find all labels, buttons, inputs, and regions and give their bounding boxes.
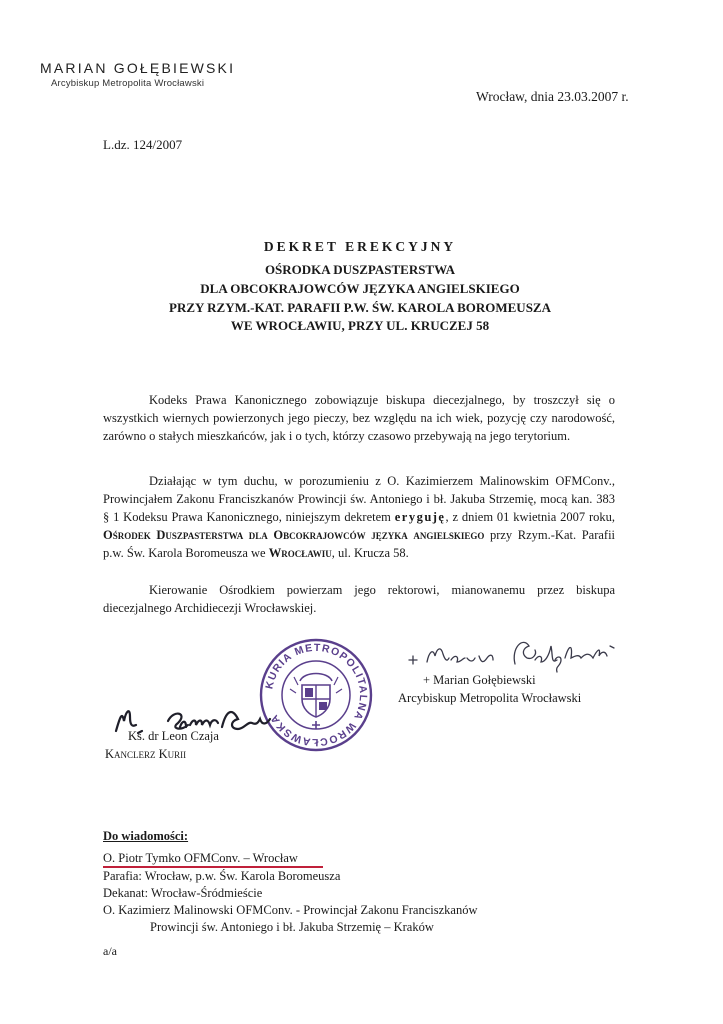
archbishop-name: + Marian Gołębiewski [423,673,536,687]
sender-name: MARIAN GOŁĘBIEWSKI [40,60,236,76]
decree-subtitle-2: DLA OBCOKRAJOWCÓW JĘZYKA ANGIELSKIEGO [200,281,520,296]
paragraph-2 [103,472,615,562]
place-date: Wrocław, dnia 23.03.2007 r. [476,89,629,104]
distribution-item: Dekanat: Wrocław-Śródmieście [103,886,263,900]
decree-subtitle-1: OŚRODKA DUSZPASTERSTWA [264,262,456,277]
paragraph-3-text: Kierowanie Ośrodkiem powierzam jego rektorowi, mianowanemu przez biskupa diecezjalnego Archidiecezji Wrocławskiej. [103,583,615,615]
archbishop-title: Arcybiskup Metropolita Wrocławski [398,691,582,705]
chancellor-name: Ks. dr Leon Czaja [128,729,219,743]
distribution-item: Prowincji św. Antoniego i bł. Jakuba Strzemię – Kraków [150,920,434,934]
distribution-item: O. Kazimierz Malinowski OFMConv. - Prowincjał Zakonu Franciszkanów [103,903,478,917]
decree-subtitle-3: PRZY RZYM.-KAT. PARAFII P.W. ŚW. KAROLA BOROMEUSZA [169,300,551,315]
paragraph-1 [103,391,615,445]
paragraph-3 [103,581,615,617]
distribution-heading: Do wiadomości: [103,829,189,843]
handwritten-underline [103,866,323,868]
paragraph-2-text-d: , ul. Krucza 58. [331,546,409,560]
paragraph-2-erygue: eryguję [394,510,446,524]
reference-number: L.dz. 124/2007 [103,137,183,152]
chancellor-title: Kanclerz Kurii [105,747,187,761]
footer-aa: a/a [103,944,117,958]
paragraph-2-city: Wrocławiu [268,546,332,560]
decree-title: DEKRET EREKCYJNY [263,239,457,254]
svg-text:KURIA METROPOLITALNA WROCŁAWSK: KURIA METROPOLITALNA WROCŁAWSKA [263,641,370,749]
paragraph-2-text-a: Działając w tym duchu, w porozumieniu z O. Kazimierzem Malinowskim OFMConv., Prowincjałem Zakonu Franciszkanów Prowincji św. Antoniego i bł. Jakuba Strzemię, mocą kan. 383 § 1 Kodeksu Prawa Kanonicznego, niniejszym dekretem [103,474,615,524]
distribution-item: Parafia: Wrocław, p.w. Św. Karola Boromeusza [103,869,341,883]
paragraph-2-text-b: , z dniem 01 kwietnia 2007 roku, [445,510,616,524]
paragraph-2-osrodek: Ośrodek Duszpasterstwa dla Obcokrajowców języka angielskiego [103,528,485,542]
sender-title: Arcybiskup Metropolita Wrocławski [51,78,205,89]
distribution-item: O. Piotr Tymko OFMConv. – Wrocław [103,851,298,865]
paragraph-1-text: Kodeks Prawa Kanonicznego zobowiązuje biskupa diecezjalnego, by troszczył się o wszystkich wiernych powierzonych jego pieczy, bez względu na ich wiek, pozycję czy narodowość, zarówno o stałych mieszkańców, jak i o tych, którzy czasowo przebywają na jego terytorium. [103,393,615,443]
paragraph-2-text-c: przy Rzym.-Kat. Parafii p.w. Św. Karola Boromeusza we [103,528,616,560]
decree-subtitle-4: WE WROCŁAWIU, PRZY UL. KRUCZEJ 58 [230,318,490,333]
